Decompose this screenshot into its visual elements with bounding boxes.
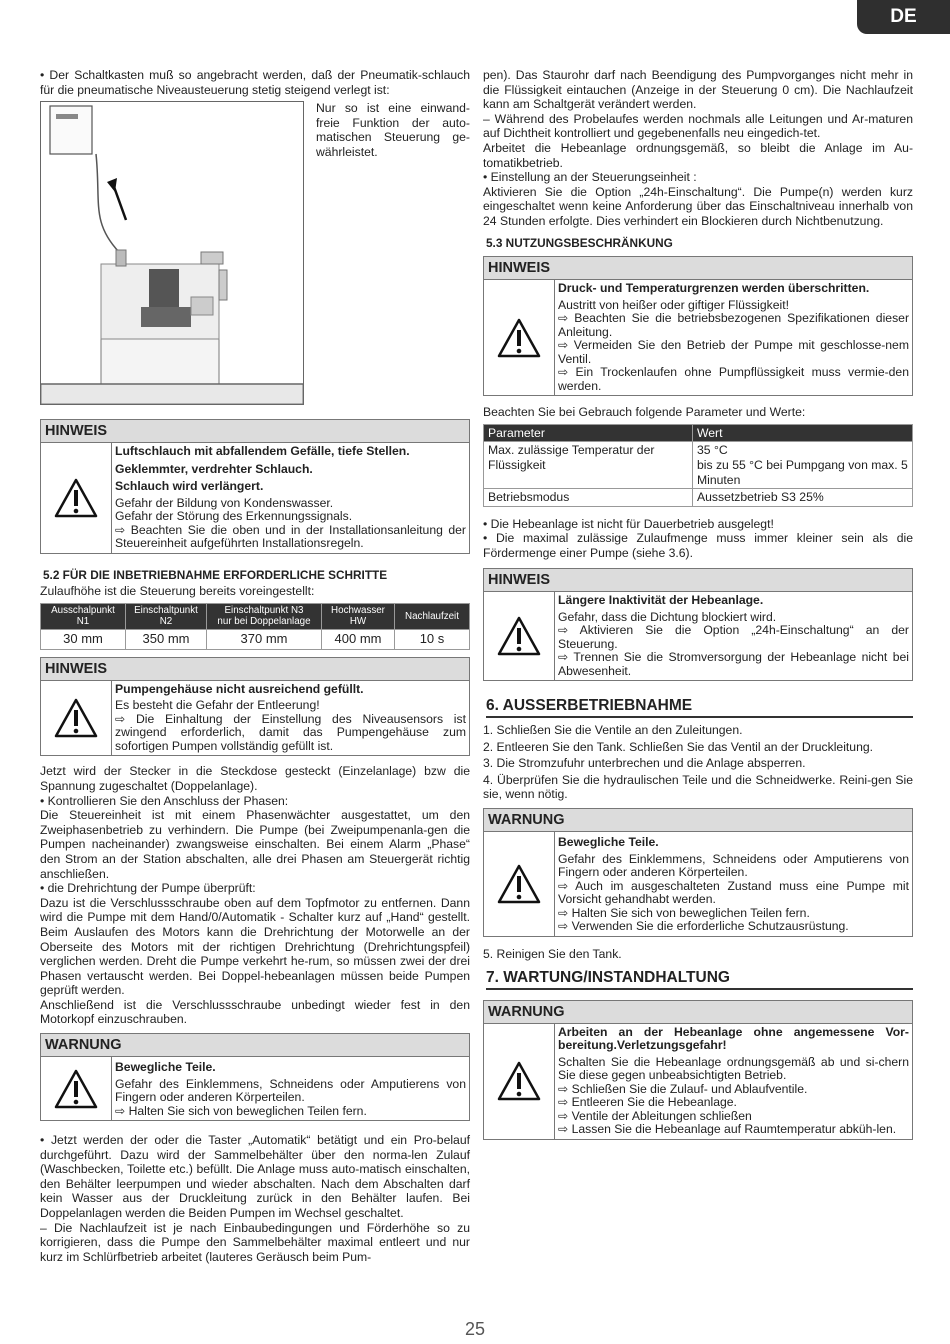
right-column [483, 68, 913, 1140]
table-cell: 35 °C bis zu 55 °C bei Pumpgang von max. 5 Minuten [693, 442, 913, 489]
left-column [40, 68, 470, 1264]
decommissioning-steps [483, 723, 913, 802]
notice-heading: HINWEIS [484, 257, 912, 280]
paragraph: • Jetzt werden der oder die Taster „Automatik“ betätigt und ein Pro-belauf durchgeführt. Dazu wird der Sammelbehälter über den norma-len Zulauf (Waschbecken, Toilette etc.) befüllt. Die Anlage muss auto-matisch einschalten, den Behälter leerpumpen und wieder abschalten. Nach dem Abschalten darf kein Wasser aus der Druckleitung zurück in den Behälter laufen. Bei Doppelanlagen werden die Beiden Pumpen im Wechsel geschaltet. [40, 1133, 470, 1221]
notice-heading: WARNUNG [41, 1034, 469, 1057]
table-cell: 370 mm [207, 629, 322, 649]
warning-triangle-icon [484, 592, 555, 680]
notice-text-line: ⇨ Auch im ausgeschalteten Zustand muss eine Pumpe mit Vorsicht gehandhabt werden. [558, 878, 909, 907]
list-item: 1. Schließen Sie die Ventile an den Zuleitungen. [483, 723, 743, 738]
notice-bold-line: Druck- und Temperaturgrenzen werden überschritten. [558, 281, 870, 296]
paragraph: Anschließend ist die Verschlussschraube unbedingt wieder fest in den Motorkopf einzuschrauben. [40, 997, 470, 1027]
notice-heading: WARNUNG [484, 809, 912, 832]
notice-text-line: Gefahr des Einklemmens, Schneidens oder Amputierens von Fingern oder anderen Körperteilen. [115, 1076, 466, 1105]
table-header: Ausschalpunkt N1 [41, 603, 126, 629]
section-subtitle: Zulaufhöhe ist die Steuerung bereits voreingestellt: [40, 584, 315, 599]
notice-heading: WARNUNG [484, 1001, 912, 1024]
side-text: Nur so ist eine einwand-freie Funktion der auto-matischen Steuerung ge-währleistet. [316, 101, 470, 159]
warning-triangle-icon [41, 443, 112, 553]
notice-pressure-temperature [483, 256, 913, 396]
notice-inactivity [483, 568, 913, 681]
section-heading-5-2: 5.2 FÜR DIE INBETRIEBNAHME ERFORDERLICHE SCHRITTE [43, 567, 388, 582]
bullet: • Kontrollieren Sie den Anschluss der Phasen: [40, 793, 289, 808]
notice-text-line: ⇨ Halten Sie sich von beweglichen Teilen fern. [115, 1103, 367, 1118]
notice-bold-line: Arbeiten an der Hebeanlage ohne angemessene Vor-bereitung.Verletzungsgefahr! [558, 1024, 909, 1053]
table-header: Parameter [484, 424, 693, 442]
notice-text-line: Schalten Sie die Hebeanlage ordnungsgemäß ab und si-chern Sie diese gegen unbeabsichtigten Betrieb. [558, 1054, 909, 1083]
warning-triangle-icon [41, 1057, 112, 1120]
list-item: 5. Reinigen Sie den Tank. [483, 946, 622, 961]
table-cell: Max. zulässige Temperatur der Flüssigkeit [484, 442, 693, 489]
paragraph: Jetzt wird der Stecker in die Steckdose gesteckt (Einzelanlage) bzw die Spannung zugeschaltet (Doppelanlage). [40, 764, 470, 793]
paragraph: Die Steuereinheit ist mit einem Phasenwächter ausgestattet, um den Zweiphasenbetrieb zu verhindern. Die Pumpe (bei Zweipumpenanla-gen die Pumpen nacheinander) zwangsweise einschalten. Bei einem Alarm „Phase“ den Strom an der Station abschalten, alle drei Phasen am Steuergerät richtig anschließen. [40, 808, 470, 881]
notice-text-line: Gefahr des Einklemmens, Schneidens oder Amputierens von Fingern oder anderen Körperteilen. [558, 851, 909, 880]
bullet: • Die maximal zulässige Zulaufmenge muss immer kleiner sein als die Fördermenge einer Pumpe (siehe 3.6). [483, 531, 913, 560]
notice-heading: HINWEIS [484, 569, 912, 592]
notice-text-line: Gefahr der Bildung von Kondenswasser. [115, 495, 334, 510]
list-item: 2. Entleeren Sie den Tank. Schließen Sie das Ventil an der Druckleitung. [483, 739, 874, 754]
notice-text-line: Austritt von heißer oder giftiger Flüssigkeit! [558, 297, 789, 312]
notice-text-line: ⇨ Beachten Sie die betriebsbezogenen Spezifikationen dieser Anleitung. [558, 311, 909, 339]
parameter-intro: Beachten Sie bei Gebrauch folgende Parameter und Werte: [483, 405, 806, 420]
language-tab: DE [857, 0, 950, 34]
notice-text-line: Gefahr der Störung des Erkennungssignals. [115, 509, 353, 524]
notice-text-line: Gefahr, dass die Dichtung blockiert wird. [558, 609, 777, 624]
paragraph: – Die Nachlaufzeit ist je nach Einbaubedingungen und Förderhöhe so zu korrigieren, dass die Pumpe den Sammelbehälter maximal entleert und nur kurz im Schlürfbetrieb arbeitet (lauteres Geräusch beim Pum- [40, 1220, 470, 1264]
notice-condensation [40, 419, 470, 554]
notice-text-line: ⇨ Schließen Sie die Zulauf- und Ablaufventile. [558, 1081, 808, 1096]
bullet: • die Drehrichtung der Pumpe überprüft: [40, 881, 256, 896]
installation-figure [40, 101, 304, 405]
notice-text-line: ⇨ Aktivieren Sie die Option „24h-Einschaltung“ an der Steuerung. [558, 623, 909, 651]
table-header: Wert [693, 424, 913, 442]
warning-maintenance [483, 1000, 913, 1140]
chapter-heading-6: 6. AUSSERBETRIEBNAHME [486, 699, 913, 718]
parameter-table [483, 424, 913, 507]
notice-text-line: ⇨ Beachten Sie die oben und in der Installationsanleitung der Steuereinheit aufgeführten Installationsregeln. [115, 522, 466, 551]
warning-triangle-icon [484, 1024, 555, 1139]
paragraph: Arbeitet die Hebeanlage ordnungsgemäß, so bleibt die Anlage im Au-tomatikbetrieb. [483, 140, 913, 170]
notice-text-line: ⇨ Halten Sie sich von beweglichen Teilen fern. [558, 905, 810, 920]
warning-moving-parts-2 [483, 808, 913, 937]
section-heading-5-3: 5.3 NUTZUNGSBESCHRÄNKUNG [486, 235, 673, 250]
notice-bold-line: Schlauch wird verlängert. [115, 479, 264, 494]
paragraph: – Während des Probelaufes werden nochmals alle Leitungen und Ar-maturen auf Dichtheit kontrolliert und gegebenenfalls neu eingedich-tet. [483, 111, 913, 141]
table-cell: Betriebsmodus [484, 489, 693, 507]
table-cell: Aussetzbetrieb S3 25% [693, 489, 913, 507]
notice-text-line: ⇨ Ein Trockenlaufen ohne Pumpflüssigkeit muss vermie-den werden. [558, 365, 909, 393]
table-cell: 10 s [395, 629, 470, 649]
bullet: • Die Hebeanlage ist nicht für Dauerbetrieb ausgelegt! [483, 516, 774, 531]
notice-bold-line: Längere Inaktivität der Hebeanlage. [558, 593, 764, 608]
switch-point-table [40, 603, 470, 650]
notice-text-line: ⇨ Entleeren Sie die Hebeanlage. [558, 1095, 737, 1110]
pump-installation-illustration [41, 102, 303, 404]
warning-triangle-icon [484, 280, 555, 395]
intro-bullet: • Der Schaltkasten muß so angebracht werden, daß der Pneumatik-schlauch für die pneumatische Niveausteuerung stetig steigend verlegt ist: [40, 68, 470, 97]
warning-triangle-icon [41, 681, 112, 756]
list-item: 3. Die Stromzufuhr unterbrechen und die Anlage absperren. [483, 756, 806, 771]
page-number: 25 [464, 1319, 486, 1339]
notice-text-line: ⇨ Lassen Sie die Hebeanlage auf Raumtemperatur abküh-len. [558, 1122, 897, 1137]
notice-text-line: ⇨ Die Einhaltung der Einstellung des Niveausensors ist zwingend erforderlich, damit das Pumpengehäuse zum sofortigen Pumpen vollständig gefüllt ist. [115, 711, 466, 753]
notice-bold-line: Pumpengehäuse nicht ausreichend gefüllt. [115, 681, 364, 696]
notice-text-line: ⇨ Verwenden Sie die erforderliche Schutzausrüstung. [558, 919, 849, 934]
bullet: • Einstellung an der Steuerungseinheit : [483, 170, 697, 185]
notice-bold-line: Luftschlauch mit abfallendem Gefälle, tiefe Stellen. [115, 444, 410, 459]
notice-text-line: ⇨ Trennen Sie die Stromversorgung der Hebeanlage nicht bei Abwesenheit. [558, 650, 909, 678]
warning-moving-parts [40, 1033, 470, 1121]
table-header: Einschaltpunkt N3 nur bei Doppelanlage [207, 603, 322, 629]
notice-text-line: ⇨ Ventile der Ableitungen schließen [558, 1108, 752, 1123]
notice-bold-line: Bewegliche Teile. [115, 1060, 216, 1075]
paragraph: pen). Das Staurohr darf nach Beendigung des Pumpvorganges nicht mehr in die Flüssigkeit eintauchen (Anzeige in der Steuerung 0 cm). Die Nachlaufzeit kann am Schaltgerät verändert werden. [483, 68, 913, 112]
list-item: 4. Überprüfen Sie die hydraulischen Teile und die Schneidwerke. Reini-gen Sie sie, wenn nötig. [483, 772, 913, 802]
notice-heading: HINWEIS [41, 420, 469, 443]
notice-text-line: Es besteht die Gefahr der Entleerung! [115, 698, 320, 713]
table-cell: 350 mm [126, 629, 207, 649]
paragraph: Aktivieren Sie die Option „24h-Einschaltung“. Die Pumpe(n) werden kurz eingeschaltet wenn keine Anforderung über das Einschaltniveau innerhalb von 24 Stunden erfolgte. Dies verhindert ein Blockieren durch Nichtbenutzung. [483, 184, 913, 228]
notice-pump-housing [40, 657, 470, 757]
notice-bold-line: Geklemmter, verdrehter Schlauch. [115, 461, 313, 476]
table-cell: 30 mm [41, 629, 126, 649]
table-header: Einschaltpunkt N2 [126, 603, 207, 629]
paragraph: Dazu ist die Verschlussschraube oben auf dem Topfmotor zu entfernen. Dann wird die Pumpe mit dem Hand/0/Automatik - Schalter kurz auf „Hand“ gestellt. Beim Auslaufen des Motors kann die Drehrichtung der Motorwelle an der Oberseite des Motors mit der richtigen Drehrichtung (Drehrichtungspfeil) verglichen werden. Dreht die Pumpe verkehrt he-rum, so müssen zwei der drei Phasen vertauscht werden. Bei Doppel-hebeanlagen müssen beide Pumpen geprüft werden. [40, 895, 470, 998]
table-header: Nachlaufzeit [395, 603, 470, 629]
notice-heading: HINWEIS [41, 658, 469, 681]
notice-bold-line: Bewegliche Teile. [558, 835, 659, 850]
chapter-heading-7: 7. WARTUNG/INSTANDHALTUNG [486, 971, 913, 990]
table-cell: 400 mm [322, 629, 395, 649]
table-header: Hochwasser HW [322, 603, 395, 629]
warning-triangle-icon [484, 832, 555, 936]
notice-text-line: ⇨ Vermeiden Sie den Betrieb der Pumpe mit geschlosse-nem Ventil. [558, 338, 909, 366]
